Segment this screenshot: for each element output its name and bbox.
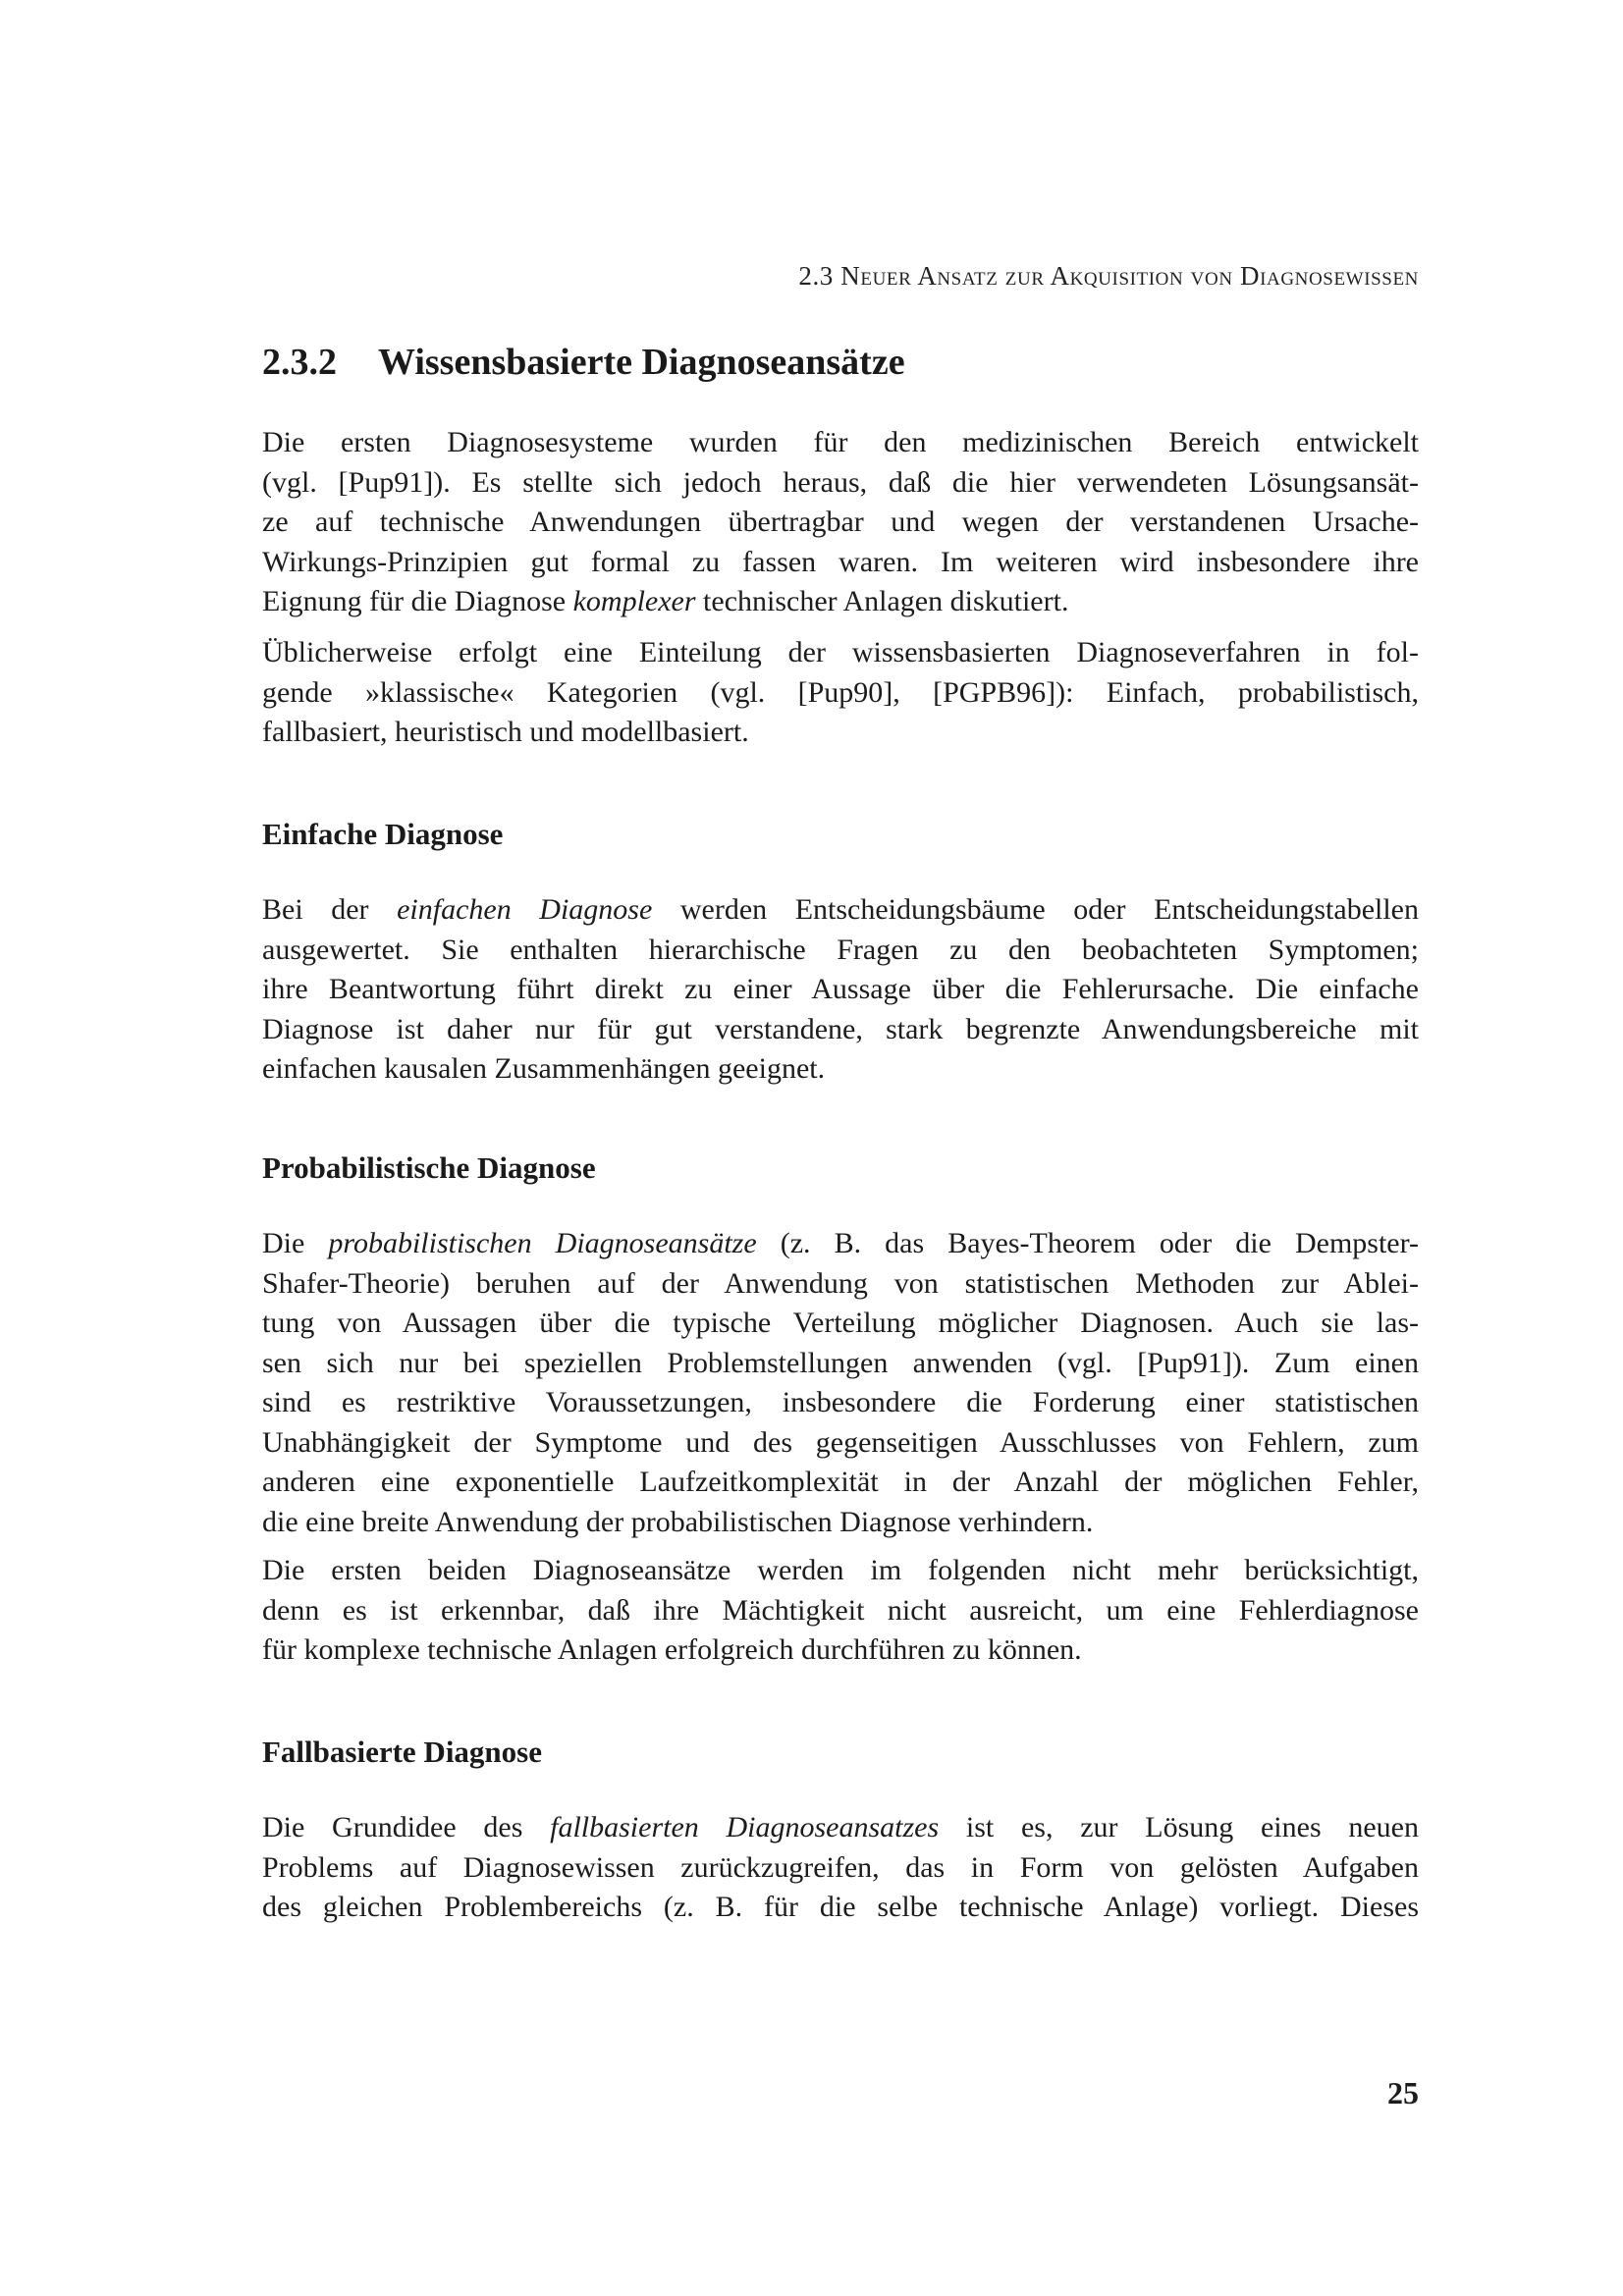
intro-paragraph: [262, 423, 1419, 622]
text-line: tung von Aussagen über die typische Verteilung möglicher Diagnosen. Auch sie las-: [262, 1307, 1419, 1339]
subheading-fallbasierte-diagnose: Fallbasierte Diagnose: [262, 1735, 542, 1769]
text-line: für komplexe technische Anlagen erfolgreich durchführen zu können.: [262, 1633, 1082, 1666]
text-line: die eine breite Anwendung der probabilistischen Diagnose verhindern.: [262, 1505, 1094, 1538]
section-title: [262, 340, 1419, 385]
text-line: Bei der einfachen Diagnose werden Entscheidungsbäume oder Entscheidungstabellen: [262, 893, 1420, 926]
emphasis: einfachen Diagnose: [397, 893, 653, 926]
text-line: Wirkungs-Prinzipien gut formal zu fassen waren. Im weiteren wird insbesondere ihre: [262, 545, 1419, 578]
text-line: sen sich nur bei speziellen Problemstellungen anwenden (vgl. [Pup91]). Zum einen: [262, 1346, 1419, 1379]
section-title-text: Wissensbasierte Diagnoseansätze: [378, 342, 905, 383]
text-line: fallbasiert, heuristisch und modellbasiert.: [262, 716, 749, 748]
text-line: Eignung für die Diagnose komplexer technischer Anlagen diskutiert.: [262, 585, 1069, 617]
text-line: Unabhängigkeit der Symptome und des gegenseitigen Ausschlusses von Fehlern, zum: [262, 1425, 1419, 1459]
emphasis: komplexer: [572, 585, 696, 617]
text-line: Üblicherweise erfolgt eine Einteilung der wissensbasierten Diagnoseverfahren in fol-: [262, 636, 1419, 668]
probabilistisch-paragraph: [262, 1224, 1419, 1542]
text-line: denn es ist erkennbar, daß ihre Mächtigkeit nicht ausreicht, um eine Fehlerdiagnose: [262, 1593, 1419, 1627]
text-line: ausgewertet. Sie enthalten hierarchische Fragen zu den beobachteten Symptomen;: [262, 933, 1419, 966]
text-line: ihre Beantwortung führt direkt zu einer Aussage über die Fehlerursache. Die einfache: [262, 973, 1419, 1005]
section-number: 2.3.2: [262, 342, 337, 383]
text-line: sind es restriktive Voraussetzungen, insbesondere die Forderung einer statistischen: [262, 1386, 1419, 1418]
emphasis: fallbasierten Diagnoseansatzes: [550, 1811, 940, 1843]
conclusion-paragraph: [262, 1551, 1419, 1671]
subheading-einfache-diagnose: Einfache Diagnose: [262, 817, 504, 851]
emphasis: probabilistischen Diagnoseansätze: [328, 1227, 757, 1259]
text-line: ze auf technische Anwendungen übertragbar und wegen der verstandenen Ursache-: [262, 506, 1419, 538]
running-header-number: 2.3: [798, 261, 834, 291]
fallbasiert-paragraph: [262, 1808, 1419, 1928]
text-line: Die Grundidee des fallbasierten Diagnoseansatzes ist es, zur Lösung eines neuen: [262, 1811, 1419, 1843]
text-line: Die ersten beiden Diagnoseansätze werden im folgenden nicht mehr berücksichtigt,: [262, 1554, 1419, 1586]
text-line: Diagnose ist daher nur für gut verstandene, stark begrenzte Anwendungsbereiche mit: [262, 1012, 1419, 1045]
running-header: [262, 259, 1419, 293]
text-line: Shafer-Theorie) beruhen auf der Anwendung von statistischen Methoden zur Ablei-: [262, 1266, 1419, 1300]
text-line: (vgl. [Pup91]). Es stellte sich jedoch heraus, daß die hier verwendeten Lösungsansät-: [262, 465, 1419, 499]
text-line: des gleichen Problembereichs (z. B. für die selbe technische Anlage) vorliegt. Dieses: [262, 1891, 1419, 1923]
text-line: Die probabilistischen Diagnoseansätze (z. B. das Bayes-Theorem oder die Dempster-: [262, 1227, 1419, 1259]
text-line: anderen eine exponentielle Laufzeitkomplexität in der Anzahl der möglichen Fehler,: [262, 1466, 1419, 1498]
text-line: Die ersten Diagnosesysteme wurden für den medizinischen Bereich entwickelt: [262, 426, 1419, 458]
categories-paragraph: [262, 633, 1419, 753]
einfache-paragraph: [262, 890, 1419, 1090]
text-line: gende »klassische« Kategorien (vgl. [Pup90], [PGPB96]): Einfach, probabilistisch,: [262, 675, 1419, 709]
running-header-title: Neuer Ansatz zur Akquisition von Diagnosewissen: [840, 261, 1419, 291]
text-line: einfachen kausalen Zusammenhängen geeignet.: [262, 1052, 826, 1085]
text-line: Problems auf Diagnosewissen zurückzugreifen, das in Form von gelösten Aufgaben: [262, 1850, 1419, 1884]
subheading-probabilistische-diagnose: Probabilistische Diagnose: [262, 1150, 596, 1185]
page-number: 25: [1387, 2075, 1419, 2110]
